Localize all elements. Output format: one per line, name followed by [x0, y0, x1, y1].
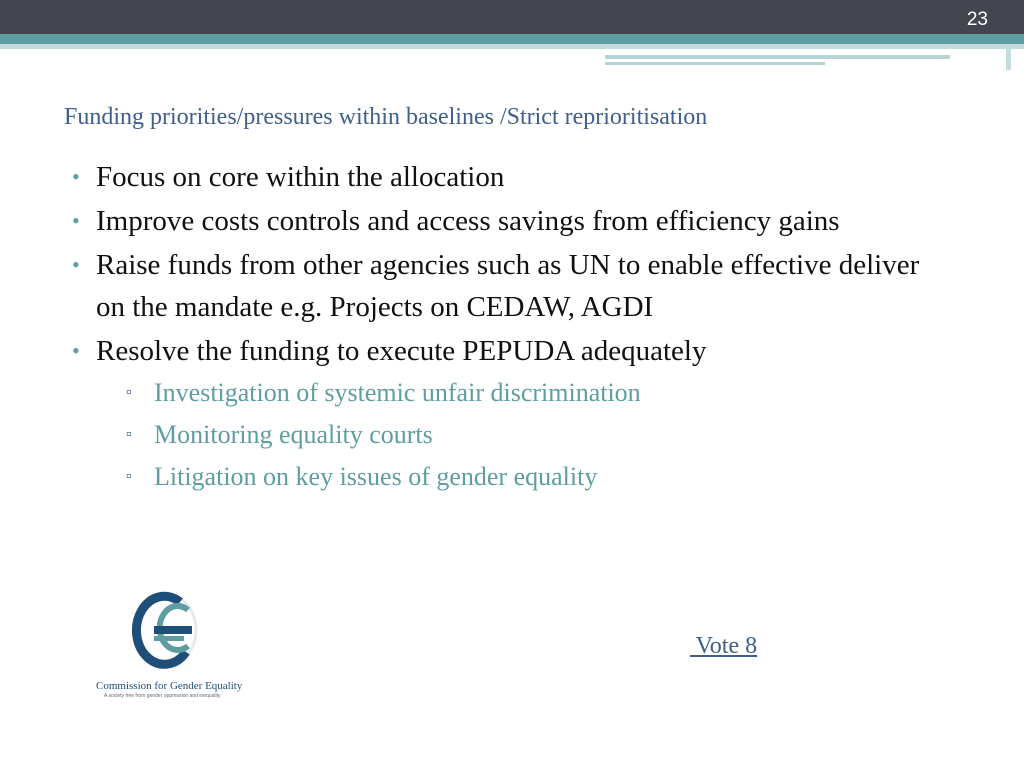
- bullet-item: [70, 200, 950, 242]
- sub-bullet-item: [96, 414, 950, 456]
- bullet-text: Focus on core within the allocation: [96, 161, 505, 193]
- slide-number: 23: [966, 9, 988, 30]
- sub-bullet-icon: ▫: [126, 384, 132, 401]
- sub-bullet-item: [96, 372, 950, 414]
- sub-bullet-icon: ▫: [126, 468, 132, 485]
- bullet-icon: •: [72, 252, 80, 277]
- header-band-dark: [0, 0, 1024, 34]
- header-accent-vertical: [1006, 44, 1011, 70]
- bullet-item: [70, 156, 950, 198]
- sub-bullet-text: Monitoring equality courts: [154, 420, 433, 449]
- header-band-light: [0, 44, 1024, 49]
- bullet-icon: •: [72, 208, 80, 233]
- header-accent-line: [605, 55, 950, 59]
- header-accent-line-short: [605, 62, 825, 65]
- header-band-teal: [0, 34, 1024, 44]
- logo-name: Commission for Gender Equality: [96, 680, 243, 692]
- bullet-icon: •: [72, 338, 80, 363]
- bullet-text: Improve costs controls and access savings from efficiency gains: [96, 205, 840, 237]
- sub-bullet-item: [96, 456, 950, 498]
- sub-bullet-text: Investigation of systemic unfair discrimination: [154, 378, 641, 407]
- sub-bullet-text: Litigation on key issues of gender equality: [154, 462, 598, 491]
- slide-body: [70, 156, 950, 500]
- logo-tagline: A society free from gender oppression and inequality: [104, 693, 221, 699]
- bullet-text: Raise funds from other agencies such as UN to enable effective deliver on the mandate e.g. Projects on CEDAW, AGDI: [96, 249, 920, 323]
- sub-bullet-list: [96, 372, 950, 498]
- bullet-item: [70, 330, 950, 498]
- sub-bullet-icon: ▫: [126, 426, 132, 443]
- vote-link[interactable]: Vote 8: [690, 633, 758, 659]
- bullet-icon: •: [72, 164, 80, 189]
- bullet-item: [70, 244, 950, 328]
- bullet-text: Resolve the funding to execute PEPUDA adequately: [96, 335, 707, 367]
- bullet-list: [70, 156, 950, 498]
- slide-title: Funding priorities/pressures within baselines /Strict reprioritisation: [64, 104, 708, 130]
